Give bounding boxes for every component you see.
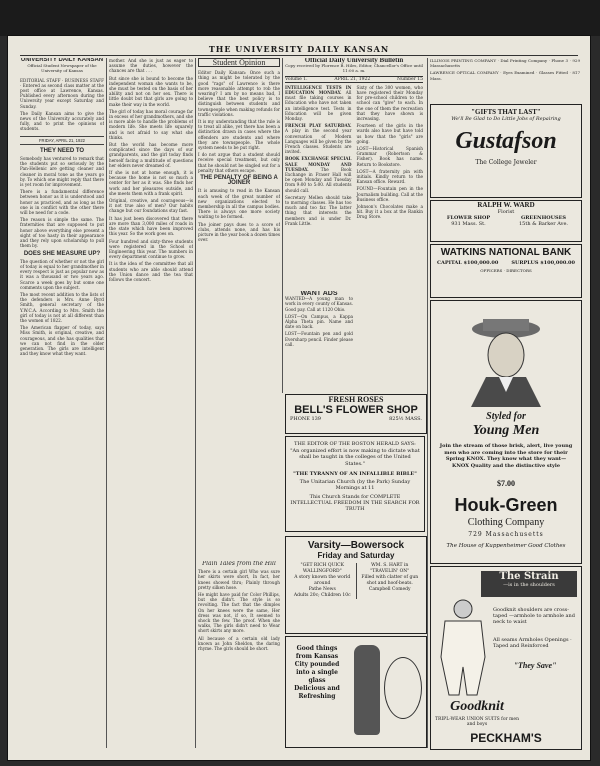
goodknit-logo: Goodknit: [450, 699, 504, 714]
bank-capital: CAPITAL $100,000.00: [437, 260, 499, 266]
houk-styled-for: Styled for: [486, 411, 526, 422]
gustafson-tagline: "GIFTS THAT LAST": [471, 108, 541, 116]
issue-date: FRIDAY, APRIL 21, 1922: [20, 136, 104, 145]
herald-quote: "THE TYRANNY OF AN INFALLIBLE BIBLE": [293, 471, 417, 477]
watkins-bank-ad: WATKINS NATIONAL BANK CAPITAL $100,000.00 SURPLUS $100,000.00 OFFICERS · DIRECTORS: [430, 244, 582, 298]
church-location: The Unitarian Church (by the Park) Sunday Mornings at 11: [299, 479, 411, 491]
florist-name: RALPH W. WARD: [477, 201, 535, 209]
bulletin-number: Number 15: [397, 76, 423, 82]
gustafson-tagline-2: We'll Be Glad to Do Little Jobs of Repairing: [451, 116, 561, 122]
houk-green-clothing-ad: Styled for Young Men Join the stream of those brisk, alert, live young men who are coming into the store for their Spring KNOX. They know what they want—KNOX Quality and the distinctive style $7.00 Houk-Green Clothing Company 729 Massachusetts The House of Kuppenheimer Good Clothes: [430, 300, 582, 564]
goodknit-slogan: "They Save": [513, 661, 557, 670]
column-divider: [195, 58, 196, 748]
herald-text: THE EDITOR OF THE BOSTON HERALD SAYS: "An organized effort is now making to dictate what shall be taught in the colleges of the United States.": [290, 441, 420, 467]
ralph-ward-florist-ad: [430, 200, 582, 242]
man-in-cap-illustration-icon: [461, 307, 551, 407]
houk-logo: Houk-Green: [454, 495, 558, 515]
goodknit-sub: TRIPL-WEAR UNION SUITS for men and boys: [435, 717, 519, 727]
plain-tales-title: Plain Tales from the Hill: [202, 561, 276, 567]
paper-title: UNIVERSITY DAILY KANSAN: [20, 58, 104, 63]
flower-shop-phone: PHONE 139: [290, 416, 321, 422]
editorial-column: UNIVERSITY DAILY KANSAN Official Student Newspaper of the University of Kansas EDITORIAL STAFF · BUSINESS STAFF · Entered as second class matter at the post office at Lawrence, Kansas. Published every afternoon during the University year except Saturday and Sunday. The Daily Kansan aims to give the news of the University accurately and fully, and to print the opinions of students. FRIDAY, APRIL 21, 1922 THEY NEED TO Somebody has ventured to remark that the students put so seriously by the Pan-Hellenic are getting cleaner and cleaner in moral tone as the years go by. To which one might reply that there is yet room for improvement. There is a fundamental difference between honor as it is understood and honor as practiced, and as long as the one is in conflict with the other there will be need for a code. The reason is simple the same. The fraternities that are supposed to put honor above everything else present a sight of too hasty in their appearance and they rely upon scholarship to pull them by. DOES SHE MEASURE UP? The question of whether or not the girl of today is equal to her grandmother in every respect is just as popular now as it was a thousand or two years ago. Scarce a week goes by but some one comments upon the subject. The most recent addition to the lists of the defenders is Mrs. Anne Byrd Smith, general secretary of the Y.W.C.A. According to Mrs. Smith the girl of today is not at all different than the women of 1822. The American flapper of today, says Miss Smith, is original, creative, and courageous, and she has qualities that we can not find in the older generation. The girls are intelligent and they know what they want.: [20, 58, 104, 357]
coca-cola-emblem-icon: [384, 657, 422, 719]
editorial-headline-2: DOES SHE MEASURE UP?: [23, 250, 101, 257]
coca-cola-slogan: Good things from Kansas City pounded into a single glass Delicious and Refreshing: [294, 645, 340, 700]
peckhams-goodknit-ad: The Strain —is in the shoulders Goodknit shoulders are cross-taped —armhole to armhole and neck to waist All seams Armholes Openings · Taped and Reinforced "They Save" Goodknit TRIPL-WEAR UNION SUITS for men and boys PECKHAM'S: [430, 566, 582, 750]
theater-title: Varsity—Bowersock: [307, 540, 405, 551]
bells-flower-shop-ad: [285, 394, 427, 434]
unitarian-church-ad: [285, 436, 425, 532]
coca-cola-ad: [285, 636, 427, 748]
bulletin-date: APRIL 21, 1922: [334, 76, 371, 82]
gustafson-subtitle: The College Jeweler: [475, 159, 537, 166]
florist-greenhouse-address: 15th & Barker Ave.: [518, 221, 569, 227]
column-2-lead: mother. And she is just as eager to assume the duties, however the chances are that . . .: [109, 58, 193, 74]
peckhams-name: PECKHAM'S: [470, 731, 542, 745]
houk-tagline: The House of Kuppenheimer Good Clothes: [446, 543, 566, 549]
houk-address: 729 Massachusetts: [468, 531, 544, 538]
want-ads-title: WANT ADS: [300, 291, 338, 297]
column-divider: [427, 58, 428, 748]
houk-young-men: Young Men: [472, 423, 540, 438]
varsity-bowersock-ad: Varsity—Bowersock Friday and Saturday "GET RICH QUICK WALLINGFORD" A story known the world around Pathe News Adults 20c; Children 10c WM. S. HART in "TRAVELIN' ON" Filled with clatter of gun shot and hoof-beats. Campbell Comedy: [285, 536, 427, 634]
flower-shop-address: 825½ MASS.: [389, 416, 422, 422]
newspaper-page: [8, 36, 590, 760]
strain-sub: —is in the shoulders: [503, 582, 555, 588]
gustafson-logo: Gustafson: [455, 128, 557, 154]
union-suit-figure-icon: [435, 597, 491, 697]
florist-role: Florist: [497, 209, 515, 215]
coca-cola-glass-icon: [354, 645, 380, 735]
university-bulletin: Official Daily University Bulletin Copy received by Florence B. Hiles, Editor, Chancellor's Office until 11:00 a. m. Volume 1. APRIL 21, 1922 Number 15 INTELLIGENCE TESTS IN EDUCATION MONDAY. All must file taking courses in Education who have not taken an intelligence test. Tests in Education will be given Monday. FRENCH PLAY SATURDAY. A play in the second year conversation of Modern Languages will be given by the French classes. Students are invited. BOOK EXCHANGE SPECIAL SALE MONDAY AND TUESDAY. The Book Exchange in Fraser Hall will be open Monday and Tuesday from 9:00 to 5:00. All students should call. Secretary Mellen should take to morning classes. He has too much and too far. The latter thing that interests the members and is under Dr. Frank Little. Sixty of the 300 women, who have registered their Monday for pre-school children to the school can "give" to each. In the one of them the recreation that they have shown is increasing. Fourteen of the girls in the wards also have but have told us how that the "girls" are going. LOST—Historical Spanish Grammar (Robertson & Fisher). Book has name. Return to Bookstore. LOST—A fraternity pin with initials. Kindly return to the Kansan office. Reward. FOUND—Fountain pen in the Journalism building. Call at the Business office. Johnson's Chocolates make a hit. Buy it a box at the Rankin Drug Store.: [285, 58, 423, 226]
theater-days: Friday and Saturday: [317, 551, 395, 560]
florist-shop: FLOWER SHOP: [446, 215, 491, 221]
printing-ads: ILLINOIS PRINTING COMPANY · Dial Printing Company · Phone 3 · 929 Massachusetts LAWRENCE OPTICAL COMPANY · Eyes Examined · Glasses Fitted · 817 Mass.: [430, 58, 580, 81]
bank-name: WATKINS NATIONAL BANK: [440, 247, 572, 258]
editorial-headline-1: THEY NEED TO: [39, 147, 85, 154]
gustafson-jeweler-ad: [430, 104, 582, 198]
houk-company: Clothing Company: [467, 517, 545, 528]
church-statement: This Church Stands for COMPLETE INTELLECTUAL FREEDOM IN THE SEARCH FOR TRUTH: [290, 494, 420, 512]
florist-greenhouse: GREENHOUSES: [520, 215, 567, 221]
masthead: THE UNIVERSITY DAILY KANSAN: [208, 44, 390, 54]
column-divider: [282, 58, 283, 393]
houk-price: $7.00: [497, 479, 515, 488]
strain-title: The Strain: [499, 571, 559, 582]
scan-top-border: [0, 0, 600, 36]
plain-tales-column: Plain Tales from the Hill There is a certain girl Who was sure her skirts were short, In fact, her knees showed thru; Plainly through pretty silken hose. He might have paid for Color Phillips, but she didn't. The style is so revolting. The fact that the dimples On her knees were the same, Her dress was not, if so, It seemed to shock the few. The proof. When she walks, The girls didn't need to Wear short skirts any more. All because of a certain old lady known as John Sheldon, the daring rhyme. The girls should be short.: [198, 561, 280, 652]
opinion-headline: THE PENALTY OF BEING A JOINER: [200, 175, 278, 187]
student-opinion-header: Student Opinion: [198, 58, 280, 67]
flower-shop-name: BELL'S FLOWER SHOP: [294, 404, 418, 416]
student-opinion-column: Student Opinion Editor Daily Kansan: Once such a thing as might be tolerated by the good "rags" of Lawrence is there more reasonable attempt to rob the wearing? I am by no means bad, I believe that the best policy is to distinguish between students and townspeople when making refunds for traffic violations. It is my understanding that the rule is to treat all alike, yet there has been a distinction drawn in cases where the offenders are students and where they are townspeople. The whole system needs to be put right. I do not argue that a student should receive special treatment, but only that he should not be singled out for a penalty that others escape. THE PENALTY OF BEING A JOINER It is amusing to read in the Kansan each week of the great number of new organizations elected to membership in all the campus bodies. There is always one more society waiting to be formed. The joiner pays dues to a score of clubs, attends none, and has his picture in the year book a dozen times over.: [198, 58, 280, 243]
bank-surplus: SURPLUS $100,000.00: [511, 260, 575, 266]
editorial-column-2: mother. And she is just as eager to assume the duties, however the chances are that . . . But since she is bound to become the independent woman she wants to be, she must be tested on the basis of her ability and not on her sex. There is little doubt but that girls are going to make their way in the world. The girl of today has moral courage far in excess of her grandmothers, and she is more able to handle the problems of modern life. She meets life squarely and is not afraid to say what she thinks. But the world has become more complicated since the days of our grandparents, and the girl today finds herself facing a multitude of questions her elders never dreamed of. If she is not at home enough, it is because the home is not so much a center for her as it was. She finds her work and her pleasures outside, and she meets them with a frank spirit. Original, creative, and courageous—is it not true also of men? Our habits change but our foundations stay fast. It has just been discovered that there are more than 3,000 miles of roads in the state which have been improved this year. So the work goes on. Four hundred and sixty-three students were registered in the School of Engineering this year. The numbers in every department continue to grow. It is the idea of the committee that all students who are able should attend the Union dance and the tea that follows the concert.: [109, 58, 193, 282]
florist-shop-address: 931 Mass. St.: [451, 221, 486, 227]
bulletin-title: Official Daily University Bulletin: [304, 58, 404, 64]
paper-subtitle: Official Student Newspaper of the University of Kansas: [27, 63, 97, 74]
flower-ad-top: FRESH ROSES: [328, 395, 384, 404]
masthead-rule: [20, 55, 578, 56]
want-ads: WANT ADS WANTED—A young man to work in every county of Kansas. Good pay. Call at 1120 Ohio. LOST—On Campus, a Kappa Alpha Theta pin. Name and date on back. LOST—Fountain pen and gold Eversharp pencil. Finder please call.: [285, 291, 353, 347]
bulletin-subtitle: Copy received by Florence B. Hiles, Editor, Chancellor's Office until 11:00 a. m.: [285, 63, 423, 74]
bulletin-volume: Volume 1.: [285, 76, 308, 82]
column-divider: [106, 58, 107, 748]
